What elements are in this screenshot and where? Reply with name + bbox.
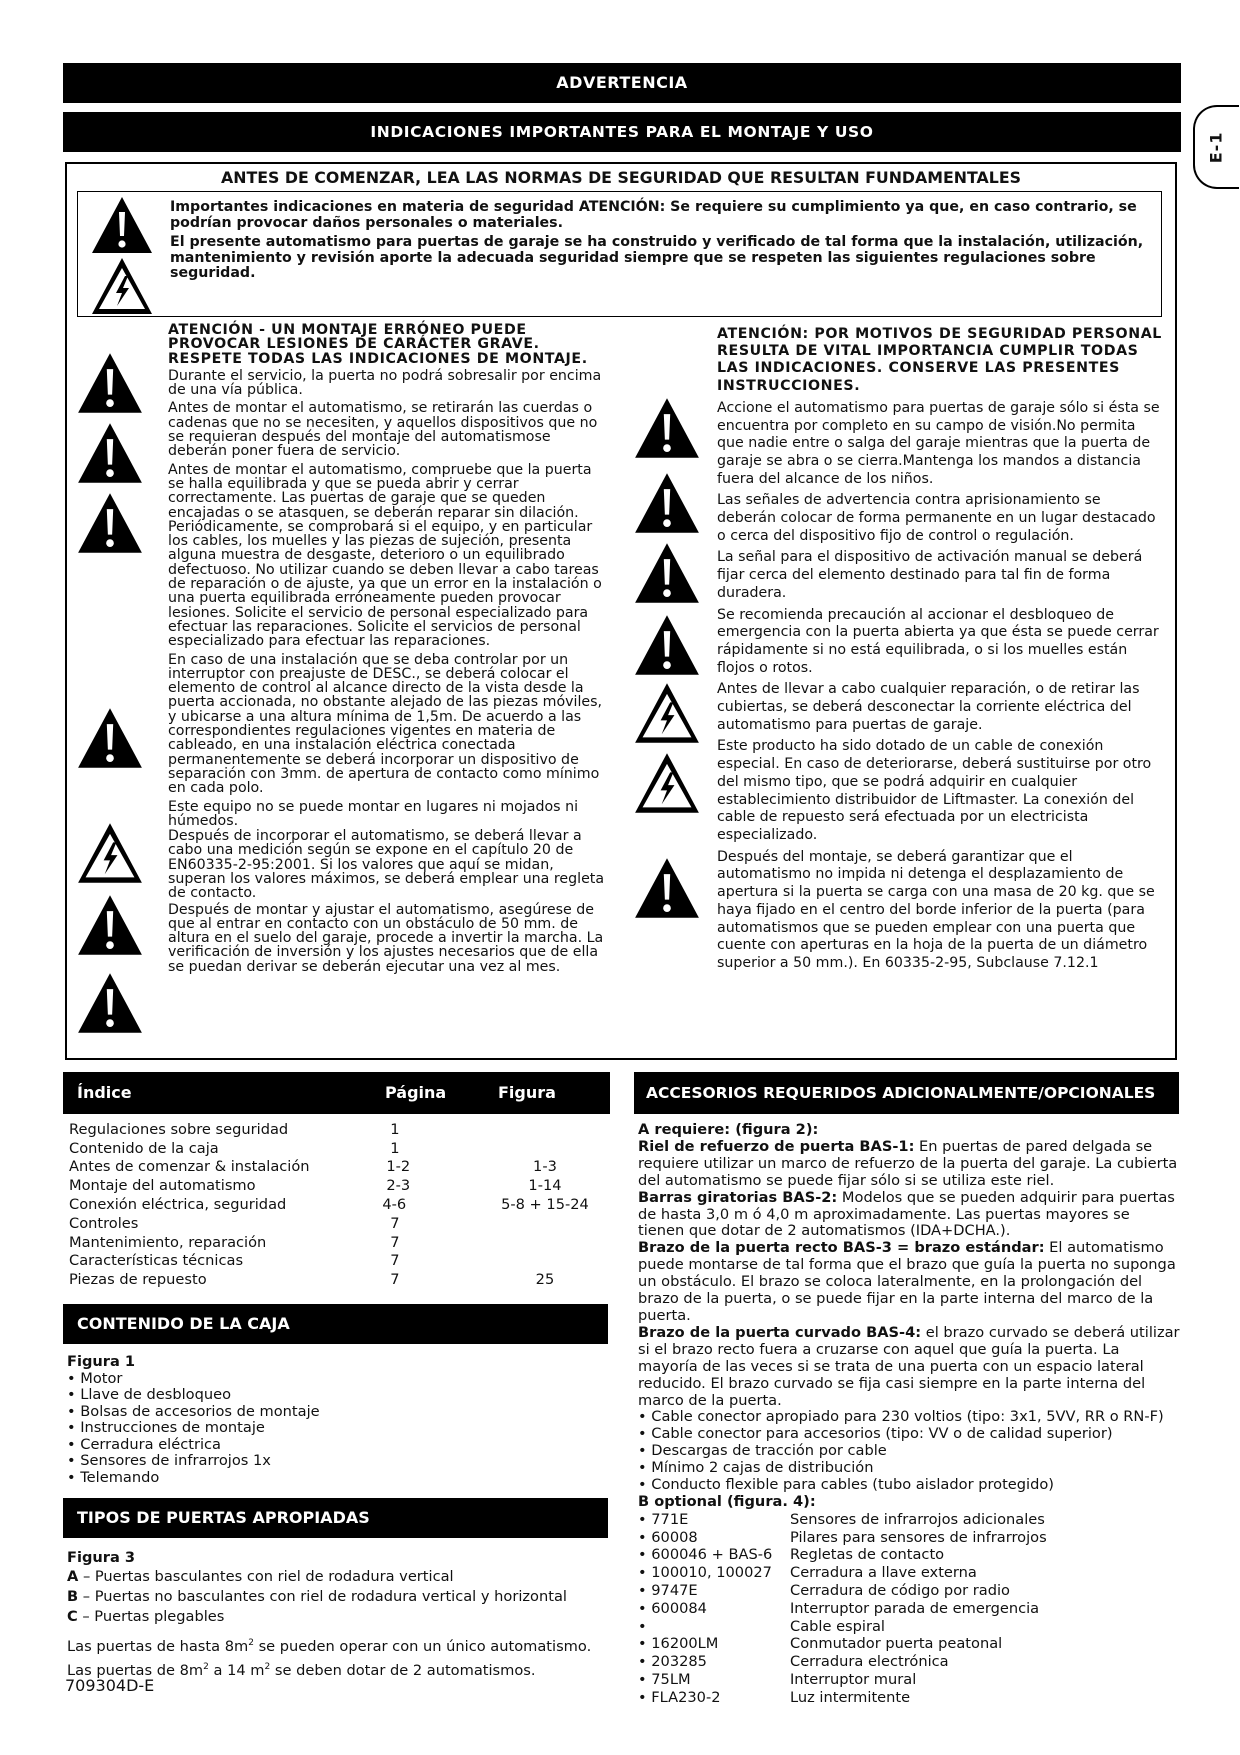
right-paragraph: Accione el automatismo para puertas de garaje sólo si ésta se encuentra por completo en su campo de visión.No permita que nadie entre o salga del garaje mientras que la puerta de garaje se abra o se cierra.Mantenga los mandos a distancia fuera del alcance de los niños. bbox=[717, 399, 1160, 487]
index-col-page: Página bbox=[385, 1082, 447, 1102]
electric-hazard-icon bbox=[633, 680, 701, 748]
optional-item: • 16200LM Conmutador puerta peatonal bbox=[638, 1635, 1003, 1653]
list-item: • Mínimo 2 cajas de distribución bbox=[638, 1459, 874, 1477]
optional-label: B optional (figura. 4): bbox=[638, 1492, 816, 1510]
accessory-entry: Brazo de la puerta recto BAS-3 = brazo estándar: El automatismo puede montarse de tal forma que el brazo que guía la puerta no suponga un obstáculo. El brazo se coloca lateralmente, en la prolongación del brazo de la puerta, o se puede fijar en la parte interna del marco de la puerta. bbox=[638, 1239, 1176, 1324]
optional-item: • 9747E Cerradura de código por radio bbox=[638, 1582, 1010, 1600]
optional-item: • 60008 Pilares para sensores de infrarrojos bbox=[638, 1528, 1047, 1546]
left-paragraph: Durante el servicio, la puerta no podrá sobresalir por encima de una vía pública. bbox=[168, 367, 602, 399]
warning-icon bbox=[633, 540, 701, 608]
left-heading: ATENCIÓN - UN MONTAJE ERRÓNEO PUEDE PROVOCAR LESIONES DE CARÁCTER GRAVE. RESPETE TODAS LAS INDICACIONES DE MONTAJE. bbox=[168, 322, 588, 367]
list-item: • Cable conector apropiado para 230 voltios (tipo: 3x1, 5VV, RR o RN-F) bbox=[638, 1408, 1164, 1426]
accessories-body bbox=[638, 1122, 1180, 1707]
right-paragraph: Las señales de advertencia contra aprisionamiento se deberán colocar de forma permanente en un lugar destacado o cerca del dispositivo fijo de control o regulación. bbox=[717, 492, 1156, 544]
list-item: A – Puertas basculantes con riel de rodadura vertical bbox=[67, 1568, 454, 1585]
index-col-figure: Figura bbox=[498, 1082, 556, 1102]
index-row[interactable]: Controles 7 bbox=[69, 1214, 400, 1232]
right-paragraph: La señal para el dispositivo de activación manual se deberá fijar cerca del elemento destinado para tal fin de forma duradera. bbox=[717, 549, 1143, 601]
electric-hazard-icon bbox=[90, 255, 154, 319]
list-item: • Sensores de infrarrojos 1x bbox=[67, 1452, 271, 1469]
warning-icon bbox=[90, 194, 154, 258]
box-contents-list bbox=[67, 1354, 607, 1486]
intro-paragraph-2: El presente automatismo para puertas de garaje se ha construido y verificado de tal forma que la instalación, utilización, mantenimiento y revisión aporte la adecuada seguridad siempre que se respeten las siguientes regulaciones sobre seguridad. bbox=[170, 234, 1144, 281]
required-label: A requiere: (figura 2): bbox=[638, 1121, 819, 1138]
warning-icon bbox=[76, 350, 144, 418]
right-column bbox=[717, 326, 1162, 977]
index-row[interactable]: Mantenimiento, reparación 7 bbox=[69, 1233, 400, 1251]
index-col-name: Índice bbox=[77, 1082, 132, 1102]
left-paragraph: En caso de una instalación que se deba controlar por un interruptor con preajuste de DESC., se deberá colocar el elemento de control al alcance directo de la vista desde la puerta accionada, no obstante alejado de las piezas móviles, y ubicarse a una altura mínima de 1,5m. De acuerdo a las correspondientes regulaciones vigentes en materia de cableado, en una instalación eléctrica conectada permanentemente se deberá incorporar un dispositivo de separación con 3mm. de apertura de contacto como mínimo en cada polo. bbox=[168, 651, 603, 797]
warning-icon bbox=[633, 855, 701, 923]
electric-hazard-icon bbox=[76, 820, 144, 888]
right-paragraph: Este producto ha sido dotado de un cable de conexión especial. En caso de deteriorarse, deberá sustituirse por otro del mismo tipo, que se podrá adquirir en cualquier establecimiento distribuidor de Liftmaster. La conexión del cable de repuesto será efectuada por un electricista especializado. bbox=[717, 738, 1152, 843]
warning-icon bbox=[76, 892, 144, 960]
optional-item: • 600084 Interruptor parada de emergencia bbox=[638, 1599, 1040, 1617]
right-paragraph: Se recomienda precaución al accionar el desbloqueo de emergencia con la puerta abierta ya que ésta se puede cerrar rápidamente si no está equilibrada, o si los muelles están flojos o rotos. bbox=[717, 606, 1159, 676]
list-item: C – Puertas plegables bbox=[67, 1608, 225, 1625]
index-row[interactable]: Piezas de repuesto 7 25 bbox=[69, 1271, 555, 1289]
accessory-entry: Brazo de la puerta curvado BAS-4: el brazo curvado se deberá utilizar si el brazo recto fuera a cruzarse con aquel que guía la puerta. La mayoría de las veces si se trata de una puerta con un espacio lateral reducido. El brazo curvado se fija casi siempre en la parte interna del marco de la puerta. bbox=[638, 1323, 1180, 1409]
warning-icon bbox=[76, 490, 144, 558]
optional-item: • 203285 Cerradura electrónica bbox=[638, 1653, 949, 1671]
warning-icon bbox=[633, 470, 701, 538]
accessories-header bbox=[634, 1072, 1179, 1114]
index-header bbox=[63, 1072, 610, 1114]
warning-bar bbox=[63, 63, 1181, 103]
subtitle-title: INDICACIONES IMPORTANTES PARA EL MONTAJE Y USO bbox=[370, 122, 874, 141]
left-paragraph: Antes de montar el automatismo, se retirarán las cuerdas o cadenas que no se necesiten, y aquellos dispositivos que no se requieran después del montaje del automatismose deberán poner fuera de servicio. bbox=[168, 400, 598, 460]
index-table bbox=[69, 1120, 609, 1289]
subtitle-bar bbox=[63, 112, 1181, 152]
warning-icon bbox=[76, 705, 144, 773]
safety-heading: ANTES DE COMENZAR, LEA LAS NORMAS DE SEGURIDAD QUE RESULTAN FUNDAMENTALES bbox=[221, 168, 1021, 187]
left-paragraph: Este equipo no se puede montar en lugares ni mojados ni húmedos. bbox=[168, 798, 579, 829]
door-note: Las puertas de hasta $8m^2$ se pueden operar con un único automatismo. bbox=[67, 1637, 592, 1655]
index-row[interactable]: Conexión eléctrica, seguridad 4-6 5-8 + 15-24 bbox=[69, 1195, 589, 1213]
door-types-title: TIPOS DE PUERTAS APROPIADAS bbox=[77, 1507, 370, 1527]
accessory-entry: Barras giratorias BAS-2: Modelos que se pueden adquirir para puertas de hasta 3,0 m ó 4,0 m aproximadamente. Las puertas mayores se tienen que dotar de 2 automatismos (IDA+DCHA.). bbox=[638, 1188, 1175, 1240]
page-tab-label: E-1 bbox=[1206, 131, 1226, 163]
list-item: • Cable conector para accesorios (tipo: VV o de calidad superior) bbox=[638, 1425, 1113, 1443]
left-paragraph: Después de montar y ajustar el automatismo, asegúrese de que al entrar en contacto con un obstáculo de 50 mm. de altura en el suelo del garaje, procede a invertir la marcha. La verificación de inversión y los ajustes necesarios que de ella se puedan derivar se deberán ejecutar una vez al mes. bbox=[168, 901, 604, 975]
index-row[interactable]: Contenido de la caja 1 bbox=[69, 1139, 400, 1157]
optional-item: • 75LM Interruptor mural bbox=[638, 1671, 917, 1689]
box-contents-header bbox=[63, 1304, 608, 1344]
optional-item: • FLA230-2 Luz intermitente bbox=[638, 1688, 911, 1706]
list-item: • Descargas de tracción por cable bbox=[638, 1442, 887, 1460]
warning-icon bbox=[76, 970, 144, 1038]
warning-icon bbox=[633, 395, 701, 463]
door-types-list bbox=[67, 1548, 612, 1681]
index-row[interactable]: Regulaciones sobre seguridad 1 bbox=[69, 1120, 400, 1138]
door-note: Las puertas de $8m^2$ a 14 $m^2$ se deben dotar de 2 automatismos. bbox=[67, 1661, 536, 1679]
list-item: • Llave de desbloqueo bbox=[67, 1386, 232, 1403]
index-row[interactable]: Montaje del automatismo 2-3 1-14 bbox=[69, 1177, 562, 1195]
figure-label: Figura 3 bbox=[67, 1549, 136, 1566]
list-item: • Cerradura eléctrica bbox=[67, 1435, 221, 1453]
box-contents-title: CONTENIDO DE LA CAJA bbox=[77, 1313, 290, 1333]
list-item: • Conducto flexible para cables (tubo aislador protegido) bbox=[638, 1476, 1054, 1494]
door-types-header bbox=[63, 1498, 608, 1538]
optional-item: • Cable espiral bbox=[638, 1617, 885, 1635]
optional-item: • 771E Sensores de infrarrojos adicionales bbox=[638, 1510, 1045, 1528]
right-paragraph: Antes de llevar a cabo cualquier reparación, o de retirar las cubiertas, se deberá desconectar la corriente eléctrica del automatismo para puertas de garaje. bbox=[717, 681, 1140, 733]
right-paragraph: Después del montaje, se deberá garantizar que el automatismo no impida ni detenga el desplazamiento de apertura si la puerta se carga con una masa de 20 kg. que se haya fijado en el centro del borde inferior de la puerta (para automatismos que se pueden emplear con una puerta que cuente con aperturas en la hoja de la puerta de un diámetro superior a 50 mm.). En 60335-2-95, Subclause 7.12.1 bbox=[717, 848, 1155, 971]
list-item: • Instrucciones de montaje bbox=[67, 1419, 265, 1436]
list-item: • Motor bbox=[67, 1369, 123, 1387]
index-row[interactable]: Características técnicas 7 bbox=[69, 1252, 400, 1270]
electric-hazard-icon bbox=[633, 750, 701, 818]
optional-item: • 100010, 100027 Cerradura a llave externa bbox=[638, 1564, 977, 1582]
optional-item: • 600046 + BAS-6 Regletas de contacto bbox=[638, 1546, 945, 1564]
right-heading: ATENCIÓN: POR MOTIVOS DE SEGURIDAD PERSONAL RESULTA DE VITAL IMPORTANCIA CUMPLIR TODAS LAS INDICACIONES. CONSERVE LAS PRESENTES INSTRUCCIONES. bbox=[717, 326, 1162, 394]
warning-icon bbox=[76, 420, 144, 488]
accessories-title: ACCESORIOS REQUERIDOS ADICIONALMENTE/OPCIONALES bbox=[646, 1083, 1156, 1102]
list-item: B – Puertas no basculantes con riel de rodadura vertical y horizontal bbox=[67, 1588, 567, 1605]
index-row[interactable]: Antes de comenzar & instalación 1-2 1-3 bbox=[69, 1158, 557, 1176]
left-column bbox=[168, 323, 606, 978]
figure-label: Figura 1 bbox=[67, 1353, 136, 1370]
warning-icon bbox=[633, 612, 701, 680]
list-item: • Bolsas de accesorios de montaje bbox=[67, 1402, 320, 1420]
left-paragraph: Antes de montar el automatismo, compruebe que la puerta se halla equilibrada y que se pueda abrir y cerrar correctamente. Las puertas de garaje que se queden encajadas o se atasquen, se deberán reparar sin dilación. Periódicamente, se comprobará si el equipo, y en particular los cables, los muelles y las piezas de sujeción, presenta alguna muestra de desgaste, deterioro o un equilibrado defectuoso. No utilizar cuando se deben llevar a cabo tareas de reparación o de ajuste, ya que un error en la instalación o una puerta equilibrada erróneamente pueden provocar lesiones. Solicite el servicio de personal especializado para efectuar las reparaciones. Solicite el servicios de personal especializado para efectuar las reparaciones. bbox=[168, 461, 602, 650]
page-tab bbox=[1193, 105, 1239, 189]
document-code: 709304D-E bbox=[65, 1676, 155, 1695]
list-item: • Telemando bbox=[67, 1468, 160, 1486]
intro-text bbox=[170, 200, 1145, 286]
intro-paragraph-1: Importantes indicaciones en materia de seguridad ATENCIÓN: Se requiere su cumplimiento ya que, en caso contrario, se podrían provocar daños personales o materiales. bbox=[170, 199, 1137, 231]
warning-title: ADVERTENCIA bbox=[556, 72, 688, 92]
left-paragraph: Después de incorporar el automatismo, se deberá llevar a cabo una medición según se expone en el capítulo 20 de EN60335-2-95:2001. Si los valores que aquí se midan, superan los valores máximos, se deberá emplear una regleta de contacto. bbox=[168, 828, 605, 902]
accessory-entry: Riel de refuerzo de puerta BAS-1: En puertas de pared delgada se requiere utilizar un marco de refuerzo de la puerta del garaje. La cubierta del automatismo se puede fijar sólo si se utiliza este riel. bbox=[638, 1137, 1178, 1189]
